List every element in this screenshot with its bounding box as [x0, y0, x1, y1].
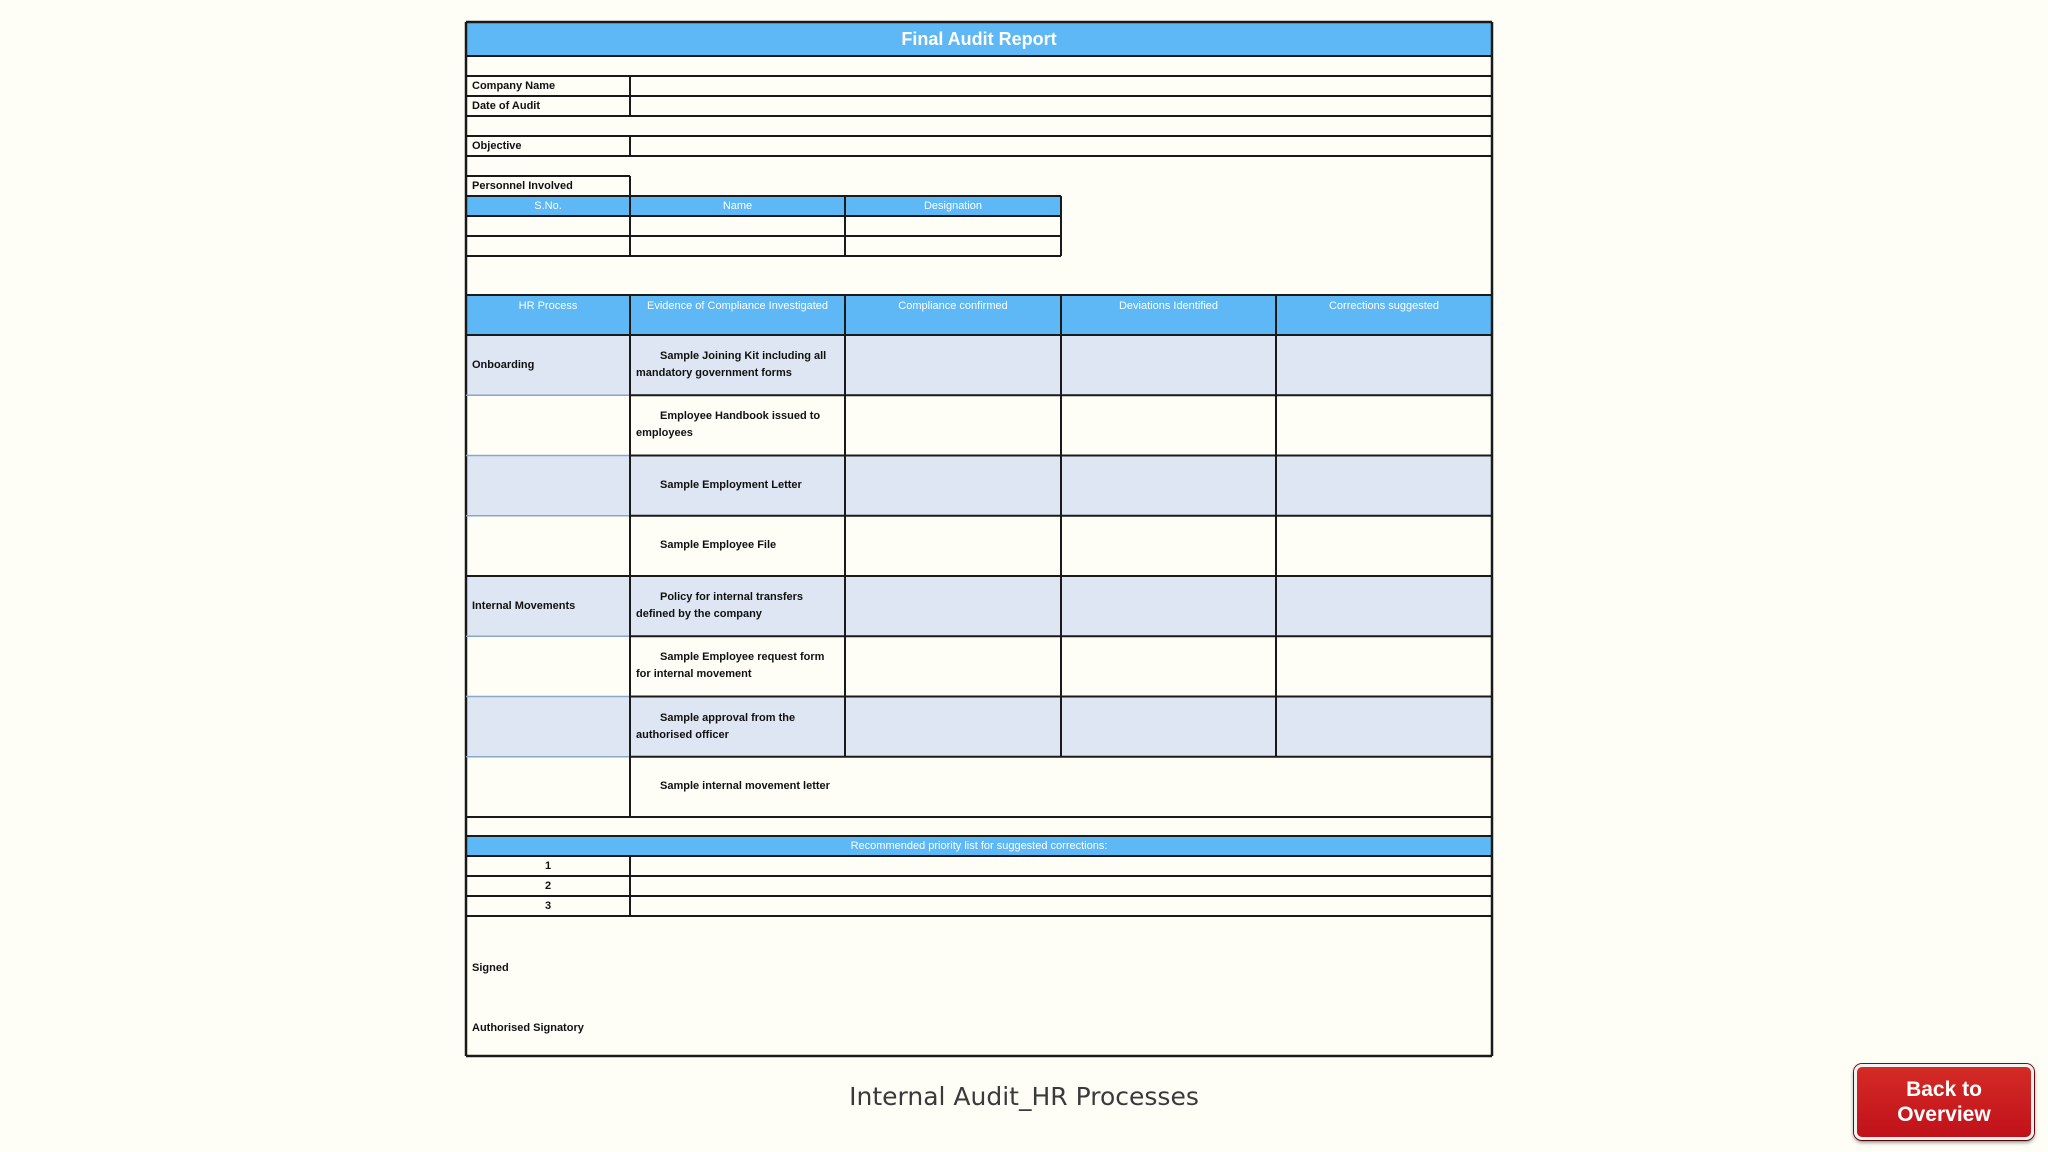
process-cell-2-2[interactable]: [1276, 456, 1492, 516]
evidence-4-text: Policy for internal transfers defined by the company: [636, 591, 804, 621]
back-button-line1: Back to: [1906, 1078, 1982, 1101]
evidence-7-text: Sample internal movement letter: [660, 780, 830, 793]
personnel-cell-0-1[interactable]: [630, 216, 845, 236]
company-name-label: Company Name: [472, 80, 556, 92]
evidence-5: [630, 636, 845, 696]
process-cell-4-2[interactable]: [1276, 576, 1492, 636]
process-cell-6-2[interactable]: [1276, 697, 1492, 757]
process-header-2: Compliance confirmed: [898, 300, 1008, 312]
process-cell-0-1[interactable]: [1061, 335, 1276, 395]
process-cell-4-1[interactable]: [1061, 576, 1276, 636]
process-name-empty-7[interactable]: [466, 757, 630, 817]
process-cell-5-2[interactable]: [1276, 636, 1492, 696]
objective-label: Objective: [472, 140, 522, 152]
priority-number-1: 2: [544, 879, 552, 892]
back-button-line2: Overview: [1897, 1103, 1991, 1126]
process-name-4: Internal Movements: [472, 599, 576, 612]
evidence-3: [630, 516, 845, 576]
personnel-cell-2-1[interactable]: [630, 256, 845, 276]
evidence-3-text: Sample Employee File: [660, 539, 777, 552]
evidence-1-text: Employee Handbook issued to employees: [636, 410, 821, 440]
signed-label: Signed: [472, 961, 509, 974]
priority-number-2: 3: [544, 899, 552, 912]
process-cell-5-0[interactable]: [845, 636, 1061, 696]
priority-field-2[interactable]: [630, 896, 1492, 916]
priority-header: Recommended priority list for suggested corrections:: [850, 839, 1108, 852]
priority-field-0[interactable]: [630, 856, 1492, 876]
process-cell-3-0[interactable]: [845, 516, 1061, 576]
process-cell-0-0[interactable]: [845, 335, 1061, 395]
personnel-header-2: Designation: [923, 199, 983, 212]
process-header-0: HR Process: [518, 300, 578, 312]
process-cell-1-1[interactable]: [1061, 395, 1276, 455]
process-cell-merged-7[interactable]: [845, 757, 1492, 817]
personnel-cell-1-0[interactable]: [466, 236, 630, 256]
evidence-7: [630, 757, 845, 817]
objective-field[interactable]: [630, 136, 1492, 156]
evidence-6-text: Sample approval from the authorised officer: [636, 711, 796, 741]
process-cell-1-0[interactable]: [845, 395, 1061, 455]
process-name-empty-2[interactable]: [466, 456, 630, 516]
process-cell-1-2[interactable]: [1276, 395, 1492, 455]
page-caption: Internal Audit_HR Processes: [849, 1082, 1199, 1111]
personnel-cell-0-2[interactable]: [845, 216, 1061, 236]
evidence-0-text: Sample Joining Kit including all mandatory government forms: [636, 350, 827, 380]
priority-field-1[interactable]: [630, 876, 1492, 896]
date-of-audit-label: Date of Audit: [472, 100, 541, 112]
evidence-2-text: Sample Employment Letter: [660, 479, 802, 492]
personnel-cell-1-2[interactable]: [845, 236, 1061, 256]
process-cell-4-0[interactable]: [845, 576, 1061, 636]
process-header-4: Corrections suggested: [1328, 300, 1440, 312]
process-cell-2-0[interactable]: [845, 456, 1061, 516]
process-name-empty-5[interactable]: [466, 636, 630, 696]
process-cell-6-0[interactable]: [845, 697, 1061, 757]
process-header-1: Evidence of Compliance Investigated: [647, 300, 828, 312]
evidence-0: [630, 335, 845, 395]
personnel-cell-0-0[interactable]: [466, 216, 630, 236]
personnel-cell-2-0[interactable]: [466, 256, 630, 276]
evidence-6: [630, 697, 845, 757]
evidence-4: [630, 576, 845, 636]
personnel-cell-2-2[interactable]: [845, 256, 1061, 276]
back-to-overview-button[interactable]: [1854, 1064, 2034, 1140]
process-cell-3-1[interactable]: [1061, 516, 1276, 576]
process-name-empty-6[interactable]: [466, 697, 630, 757]
authorised-signatory-label: Authorised Signatory: [472, 1021, 584, 1034]
company-name-field[interactable]: [630, 76, 1492, 96]
personnel-involved-label: Personnel Involved: [472, 180, 573, 192]
date-of-audit-field[interactable]: [630, 96, 1492, 116]
process-cell-3-2[interactable]: [1276, 516, 1492, 576]
process-name-empty-3[interactable]: [466, 516, 630, 576]
personnel-header-1: Name: [722, 199, 753, 212]
process-header-3: Deviations Identified: [1118, 300, 1219, 312]
evidence-2: [630, 456, 845, 516]
priority-number-0: 1: [544, 859, 552, 872]
process-cell-2-1[interactable]: [1061, 456, 1276, 516]
process-cell-6-1[interactable]: [1061, 697, 1276, 757]
process-name-0: Onboarding: [472, 358, 535, 371]
personnel-cell-1-1[interactable]: [630, 236, 845, 256]
report-title: Final Audit Report: [901, 28, 1057, 49]
process-name-empty-1[interactable]: [466, 395, 630, 455]
evidence-5-text: Sample Employee request form for internal movement: [636, 651, 825, 681]
evidence-1: [630, 395, 845, 455]
personnel-header-0: S.No.: [534, 199, 562, 212]
process-cell-5-1[interactable]: [1061, 636, 1276, 696]
process-cell-0-2[interactable]: [1276, 335, 1492, 395]
